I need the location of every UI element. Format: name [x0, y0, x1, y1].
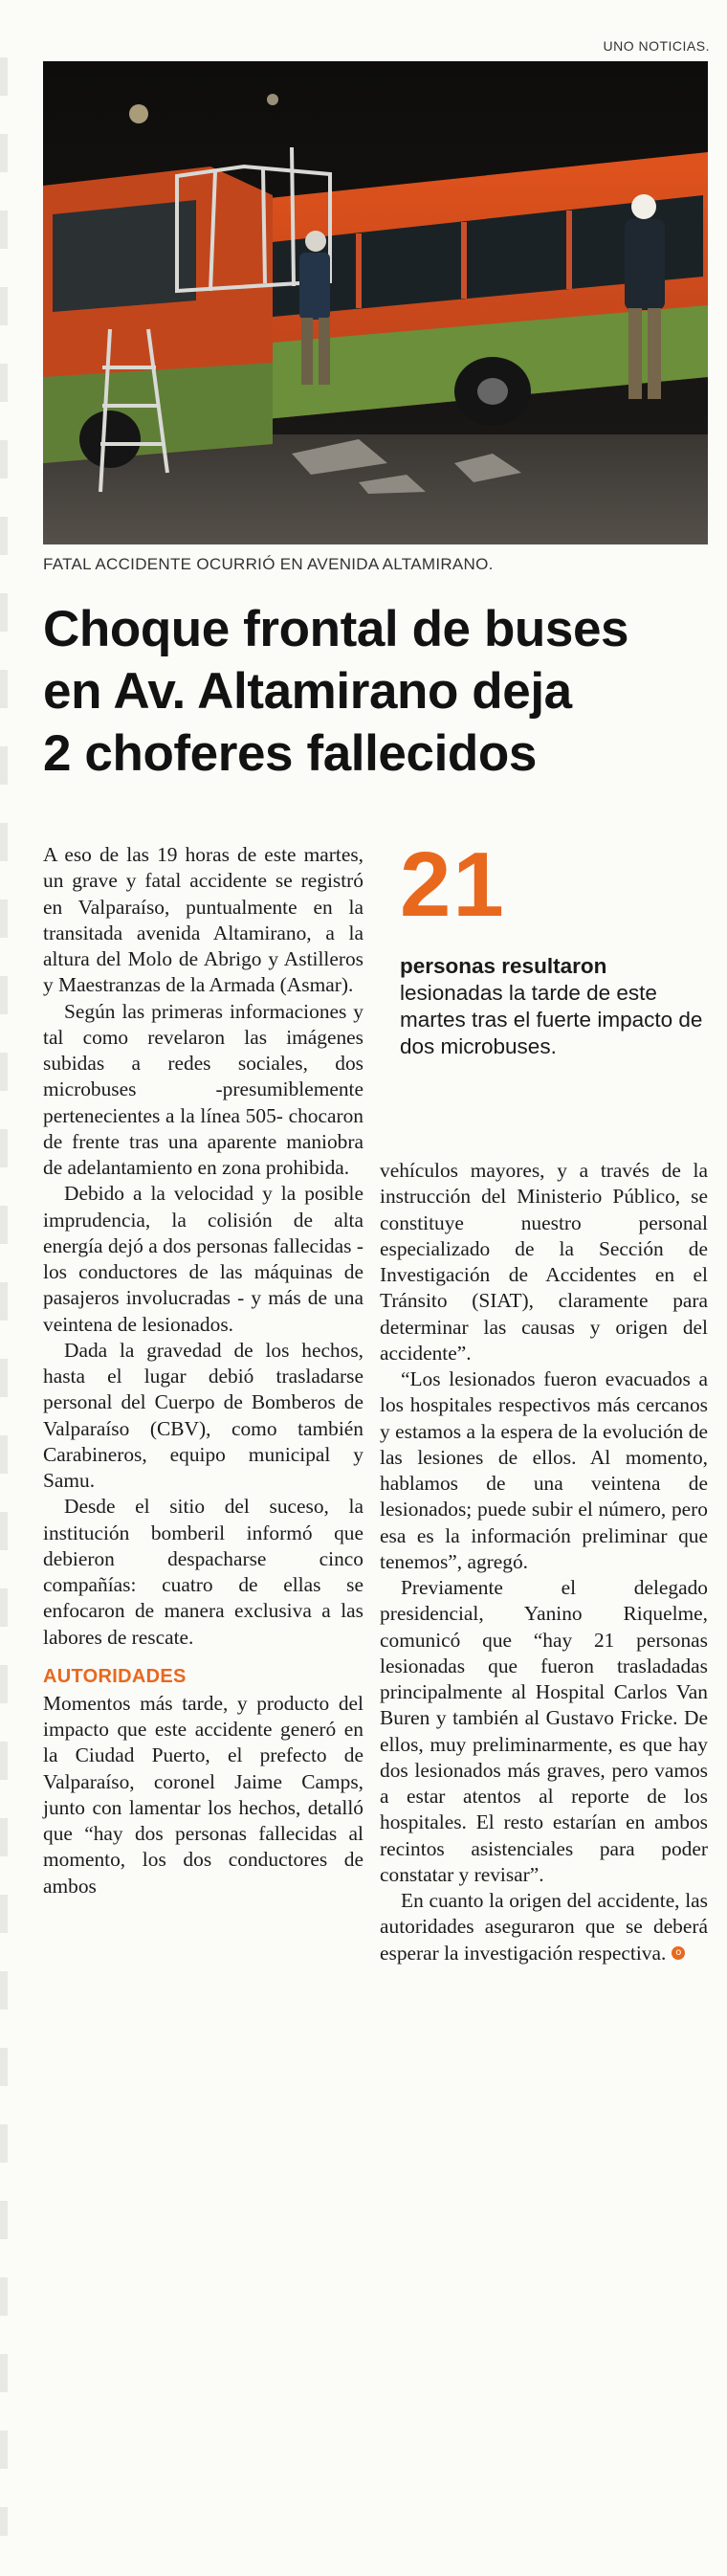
paragraph: Según las primeras informaciones y tal como revelaron las imágenes subidas a redes sociales, dos microbuses -presumiblemente pertenecientes a la línea 505- chocaron de frente tras una aparente maniobra de adelantamiento en zona prohibida. [43, 999, 364, 1179]
adjacent-page-edge [0, 57, 8, 2536]
section-subhead: AUTORIDADES [43, 1665, 187, 1687]
news-photo [43, 61, 708, 544]
stat-body: lesionadas la tarde de este martes tras el fuerte impacto de dos microbuses. [400, 981, 703, 1058]
stat-box [400, 833, 708, 1060]
headline-line-2: en Av. Altamirano deja [43, 663, 572, 720]
stat-lead: personas resultaron [400, 954, 607, 978]
article-column-2 [380, 1158, 708, 1966]
photo-caption: FATAL ACCIDENTE OCURRIÓ EN AVENIDA ALTAMIRANO. [43, 555, 494, 573]
paragraph: Previamente el delegado presidencial, Yanino Riquelme, comunicó que “hay 21 personas lesionadas que fueron trasladadas principalmente al Hospital Carlos Van Buren y también al Gustavo Fricke. De ellos, muy preliminarmente, es que hay dos lesionados más graves, pero vamos a estar atentos al reporte de los hospitales. El resto estarían en ambos recintos asistenciales para poder constatar y revisar”. [380, 1576, 708, 1886]
article-column-1 [43, 842, 364, 1899]
headline [43, 598, 717, 785]
paragraph: “Los lesionados fueron evacuados a los hospitales respectivos más cercanos y estamos a la espera de la evolución de las lesiones de ellos. Al momento, hablamos de una veintena de lesionados; puede subir el número, pero esa es la información preliminar que tenemos”, agregó. [380, 1367, 708, 1573]
paragraph: Dada la gravedad de los hechos, hasta el lugar debió trasladarse personal del Cuerpo de Bomberos de Valparaíso (CBV), como también Carabineros, equipo municipal y Samu. [43, 1338, 364, 1492]
headline-line-3: 2 choferes fallecidos [43, 725, 537, 782]
brand-label: UNO NOTICIAS. [603, 38, 710, 54]
paragraph: Debido a la velocidad y la posible imprudencia, la colisión de alta energía dejó a dos personas fallecidas - los conductores de las máquinas de pasajeros involucradas - y más de una veintena de lesionados. [43, 1182, 364, 1336]
paragraph: A eso de las 19 horas de este martes, un grave y fatal accidente se registró en Valparaíso, puntualmente en la transitada avenida Altamirano, a la altura del Molo de Abrigo y Astilleros y Maestranzas de la Armada (Asmar). [43, 843, 364, 997]
closing-text: En cuanto la origen del accidente, las autoridades aseguraron que se deberá esperar la investigación respectiva. [380, 1889, 708, 1965]
end-of-article-icon: o [672, 1946, 685, 1960]
paragraph [380, 1888, 708, 1966]
paragraph: Momentos más tarde, y producto del impacto que este accidente generó en la Ciudad Puerto, el prefecto de Valparaíso, coronel Jaime Camps, junto con lamentar los hechos, detalló que “hay dos personas fallecidas al momento, los dos conductores de ambos [43, 1691, 364, 1898]
paragraph: Desde el sitio del suceso, la institución bomberil informó que debieron despacharse cinco compañías: cuatro de ellas se enfocaron de manera exclusiva a las labores de rescate. [43, 1495, 364, 1649]
paragraph: vehículos mayores, y a través de la instrucción del Ministerio Público, se constituye nuestro personal especializado de la Sección de Investigación de Accidentes en el Tránsito (SIAT), claramente para determinar las causas y origen del accidente”. [380, 1159, 708, 1365]
stat-description [400, 953, 708, 1060]
stat-number: 21 [400, 833, 506, 936]
headline-line-1: Choque frontal de buses [43, 601, 629, 657]
